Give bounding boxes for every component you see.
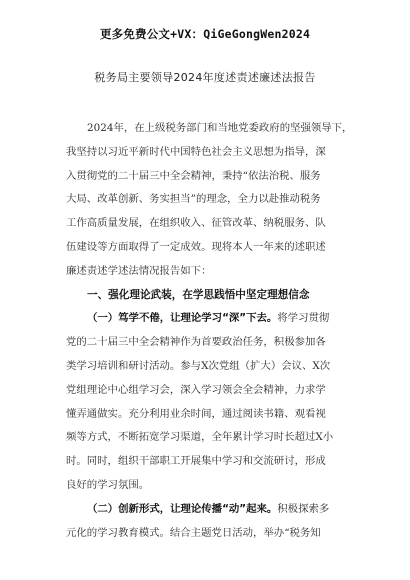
subsection-1 <box>66 307 356 497</box>
subsection-lead-text: 将学习贯彻 <box>277 312 330 325</box>
subsection-heading: （二）创新形式，让理论传播“动”起来。 <box>87 502 278 515</box>
subsection-lead-line <box>66 307 356 331</box>
section-heading: 一、强化理论武装，在学思践悟中坚定理想信念 <box>87 288 310 301</box>
paragraph-line: 类学习培训和研讨活动。参与X次党组（扩大）会议、X次 <box>66 359 331 372</box>
paragraph-line: 伍建设等方面取得了一定成效。现将本人一年来的述职述 <box>66 240 326 253</box>
paragraph-line: 党的二十届三中全会精神作为首要政治任务，积极参加各 <box>66 336 326 349</box>
paragraph-line: 党组理论中心组学习会，深入学习领会全会精神，力求学 <box>66 383 326 396</box>
paragraph-line: 良好的学习氛围。 <box>66 478 150 491</box>
paragraph-line: 频等方式，不断拓宽学习渠道，全年累计学习时长超过X小 <box>66 431 334 444</box>
paragraph-line: 时。同时，组织干部职工开展集中学习和交流研讨，形成 <box>66 455 326 468</box>
intro-paragraph <box>66 117 356 284</box>
subsection-2 <box>66 498 356 546</box>
paragraph-line: 大局、改革创新、务实担当”的理念，全力以赴推动税务 <box>66 193 321 206</box>
promo-banner: 更多免费公文+VX：QiGeGongWen2024 <box>99 27 311 41</box>
paragraph-line: 元化的学习教育模式。结合主题党日活动，举办“税务知 <box>66 526 321 539</box>
report-body <box>66 117 356 545</box>
subsection-lead-line <box>66 498 356 522</box>
paragraph-line: 懂弄通做实。充分利用业余时间，通过阅读书籍、观看视 <box>66 407 326 420</box>
paragraph-line: 廉述责述学述法情况报告如下： <box>66 264 212 277</box>
paragraph-line: 工作高质量发展，在组织收入、征管改革、纳税服务、队 <box>66 217 326 230</box>
subsection-heading: （一）笃学不倦，让理论学习“深”下去。 <box>87 312 278 325</box>
subsection-lead-text: 积极探索多 <box>277 502 330 515</box>
paragraph-line: 2024年，在上级税务部门和当地党委政府的坚强领导下， <box>87 122 353 134</box>
paragraph-line: 我坚持以习近平新时代中国特色社会主义思想为指导，深 <box>66 145 326 158</box>
report-title: 税务局主要领导2024年度述责述廉述法报告 <box>94 71 316 84</box>
paragraph-line: 入贯彻党的二十届三中全会精神，秉持“依法治税、服务 <box>66 169 321 182</box>
